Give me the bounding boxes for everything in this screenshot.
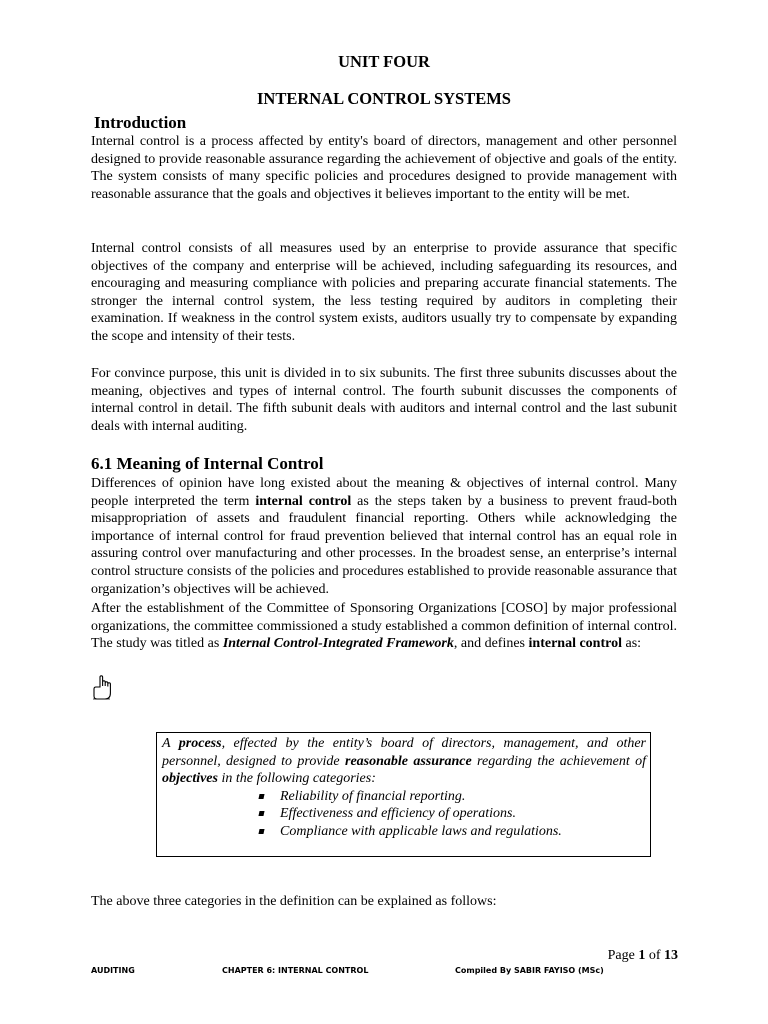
- footer-course: AUDITING: [91, 966, 135, 975]
- intro-paragraph-2: Internal control consists of all measures used by an enterprise to provide assurance that specific objectives of the company and enterprise will be achieved, including safeguarding its resources, and encouraging and measuring compliance with policies and preparing accurate financial statements. The stronger the internal control system, the less testing required by auditors in completing their examination. If weakness in the control system exists, auditors usually try to compensate by expanding the scope and intensity of their tests.: [91, 241, 677, 344]
- section-paragraph-1: Differences of opinion have long existed about the meaning & objectives of internal control. Many people interpreted the term internal control as the steps taken by a business to prevent fraud-both misappropriation of assets and fraudulent financial reporting. Others while acknowledging the importance of internal control for fraud prevention believed that internal control has an equal role in assuring control over manufacturing and other processes. In the broadest sense, an enterprise’s internal control structure consists of the policies and procedures established to provide reasonable assurance that organization’s objectives will be achieved.: [91, 476, 677, 597]
- footer-author: Compiled By SABIR FAYISO (MSc): [455, 966, 604, 975]
- definition-categories: [162, 788, 646, 841]
- section-heading: 6.1 Meaning of Internal Control: [91, 454, 324, 473]
- intro-paragraph-1: Internal control is a process affected by entity's board of directors, management and other personnel designed to provide reasonable assurance regarding the achievement of objective and goals of the entity. The system consists of many specific policies and procedures designed to provide management with reasonable assurance that the goals and objectives it believes important to the entity will be met.: [91, 134, 677, 202]
- list-item: Effectiveness and efficiency of operations.: [259, 805, 646, 823]
- list-item: Reliability of financial reporting.: [259, 788, 646, 806]
- list-item: Compliance with applicable laws and regulations.: [259, 823, 646, 841]
- intro-heading: Introduction: [94, 113, 187, 132]
- page-number: Page 1 of 13: [607, 948, 678, 963]
- intro-paragraph-3: For convince purpose, this unit is divided in to six subunits. The first three subunits discusses about the meaning, objectives and types of internal control. The fourth subunit discusses the components of internal control in detail. The fifth subunit deals with auditors and internal control and the last subunit deals with internal auditing.: [91, 366, 677, 434]
- definition-text: A process, effected by the entity’s board of directors, management, and other personnel, designed to provide reasonable assurance regarding the achievement of objectives in the following categories:: [162, 736, 646, 787]
- bullet-icon: [258, 794, 264, 799]
- section-paragraph-2: After the establishment of the Committee of Sponsoring Organizations [COSO] by major professional organizations, the committee commissioned a study established a common definition of internal control. The study was titled as Internal Control-Integrated Framework, and defines internal control as:: [91, 601, 677, 652]
- definition-box: [156, 732, 651, 857]
- footer-chapter: CHAPTER 6: INTERNAL CONTROL: [222, 966, 369, 975]
- pointing-hand-icon: [91, 675, 113, 701]
- unit-title: UNIT FOUR: [338, 52, 430, 71]
- bullet-icon: [258, 811, 264, 816]
- page-title: INTERNAL CONTROL SYSTEMS: [257, 89, 511, 108]
- closing-sentence: The above three categories in the definition can be explained as follows:: [91, 894, 497, 909]
- bullet-icon: [258, 829, 264, 834]
